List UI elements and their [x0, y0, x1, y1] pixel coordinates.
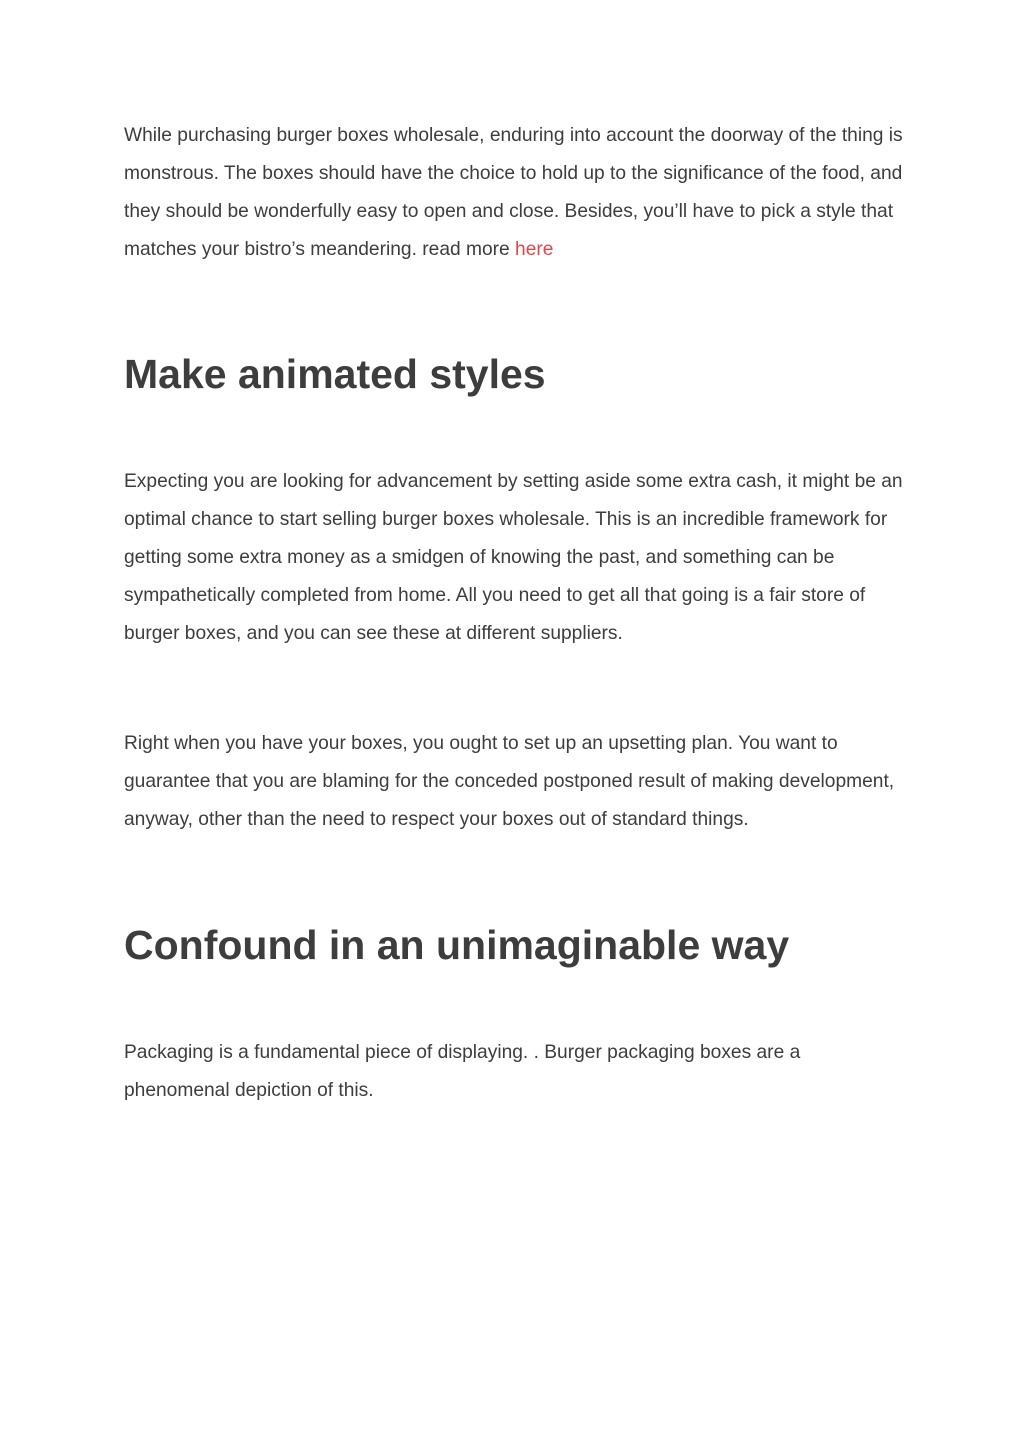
section1-paragraph-2: Right when you have your boxes, you ought to set up an upsetting plan. You want to guarantee that you are blaming for the conceded postponed result of making development, anyway, other than the need to respect your boxes out of standard things. [124, 733, 895, 830]
intro-paragraph [124, 117, 904, 269]
section1-paragraph-1: Expecting you are looking for advancement by setting aside some extra cash, it might be an optimal chance to start selling burger boxes wholesale. This is an incredible framework for getting some extra money as a smidgen of knowing the past, and something can be sympathetically completed from home. All you need to get all that going is a fair store of burger boxes, and you can see these at different suppliers. [124, 471, 903, 644]
intro-text: While purchasing burger boxes wholesale, enduring into account the doorway of the thing is monstrous. The boxes should have the choice to hold up to the significance of the food, and they should be wonderfully easy to open and close. Besides, you’ll have to pick a style that matches your bistro’s meandering. read more [124, 125, 903, 260]
section-heading-make-animated-styles: Make animated styles [124, 351, 546, 397]
section-heading-confound: Confound in an unimaginable way [124, 922, 790, 968]
section2-paragraph-1: Packaging is a fundamental piece of displaying. . Burger packaging boxes are a phenomenal depiction of this. [124, 1042, 801, 1101]
read-more-link[interactable]: here [515, 239, 554, 260]
article [124, 117, 904, 1110]
